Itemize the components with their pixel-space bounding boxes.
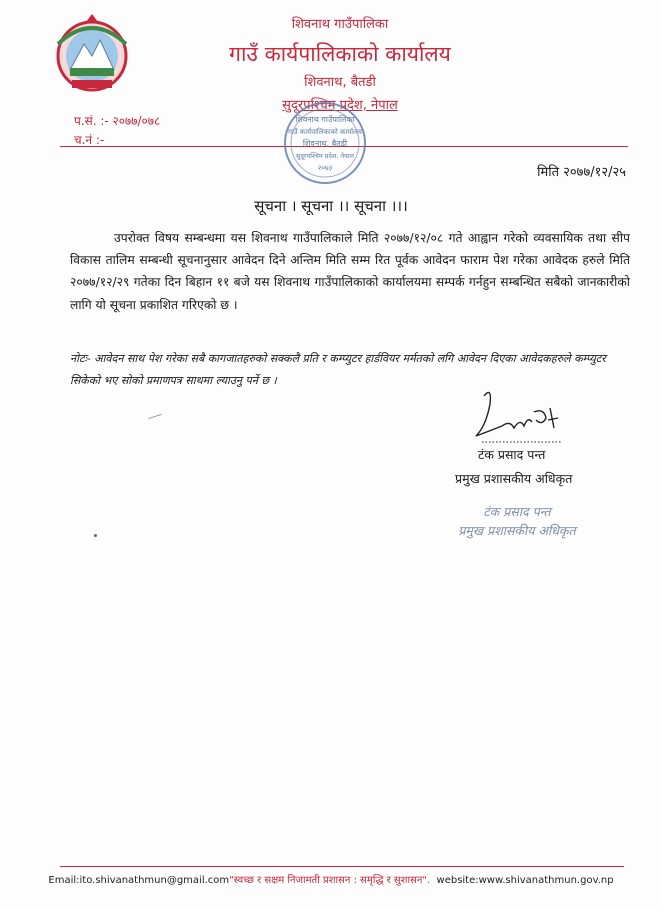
stamp-line: गाउँ कार्यपालिकाको कार्यालय [288,128,362,136]
stray-mark [148,414,162,419]
stamp-line: शिवनाथ गाउँपालिका [295,115,355,124]
signer-name: टंक प्रसाद पन्त [478,447,546,462]
stray-mark [94,534,97,537]
stamp-signer-name: टंक प्रसाद पन्त [483,504,551,519]
signer-stamp [442,502,592,540]
footer [0,872,662,886]
handwritten-signature [462,386,572,448]
footer-divider [60,866,624,867]
signer-title: प्रमुख प्रशासकीय अधिकृत [455,471,573,486]
notice-body: उपरोक्त विषय सम्बन्धमा यस शिवनाथ गाउँपालिकाले मिति २०७७/१२/०८ गते आह्वान गरेको व्यवसायिक तथा सीप विकास तालिम सम्बन्धी सूचनानुसार आवेदन दिने अन्तिम मिति सम्म रित पूर्वक आवेदन फाराम पेश गरेका आवेदक हरुले मिति २०७७/१२/२९ गतेका दिन बिहान ११ बजे यस शिवनाथ गाउँपालिकाको कार्यालयमा सम्पर्क गर्नहुन सम्बन्धित सबैको जानकारीको लागि यो सूचना प्रकाशित गरिएको छ । [70,231,630,312]
municipality-name: शिवनाथ गाउँपालिका [291,17,389,32]
nepal-emblem-logo [52,14,132,94]
notice-note: नोटः- आवेदन साथ पेश गरेका सबै कागजातहरुको सक्कलै प्रति र कम्प्युटर हार्डवियर मर्मतको लगि आवेदन दिएका आवेदकहरुले कम्प्युटर सिकेको भए सोको प्रमाणपत्र साथमा ल्याउनु पर्ने छ । [70,352,606,387]
stamp-line: २०७३ [317,164,333,172]
stamp-line: शिवनाथ, बैतडी [302,139,348,148]
office-round-stamp [282,100,368,186]
reference-number: प.सं. :- २०७७/०७८ [74,114,161,128]
stamp-line: सुदूरपश्चिम प्रदेश, नेपाल [296,152,354,160]
notice-title: सूचना । सूचना ।। सूचना ।।। [254,197,408,215]
province-name: सुदूरपश्चिम प्रदेश, नेपाल [282,98,398,113]
stamp-signer-title: प्रमुख प्रशासकीय अधिकृत [458,523,576,538]
dispatch-number: च.नं :- [74,133,105,147]
notice-date: मिति २०७७/१२/२५ [537,165,626,180]
office-place: शिवनाथ, बैतडी [304,75,376,90]
office-title: गाउँ कार्यपालिकाको कार्यालय [229,42,451,66]
footer-slogan: "स्वच्छ र सक्षम निजामती प्रशासन : समृद्धि र सुशासन". [229,875,431,886]
footer-email: Email:ito.shivanathmun@gmail.com [48,875,230,886]
footer-website: website:www.shivanathmun.gov.np [436,875,614,886]
